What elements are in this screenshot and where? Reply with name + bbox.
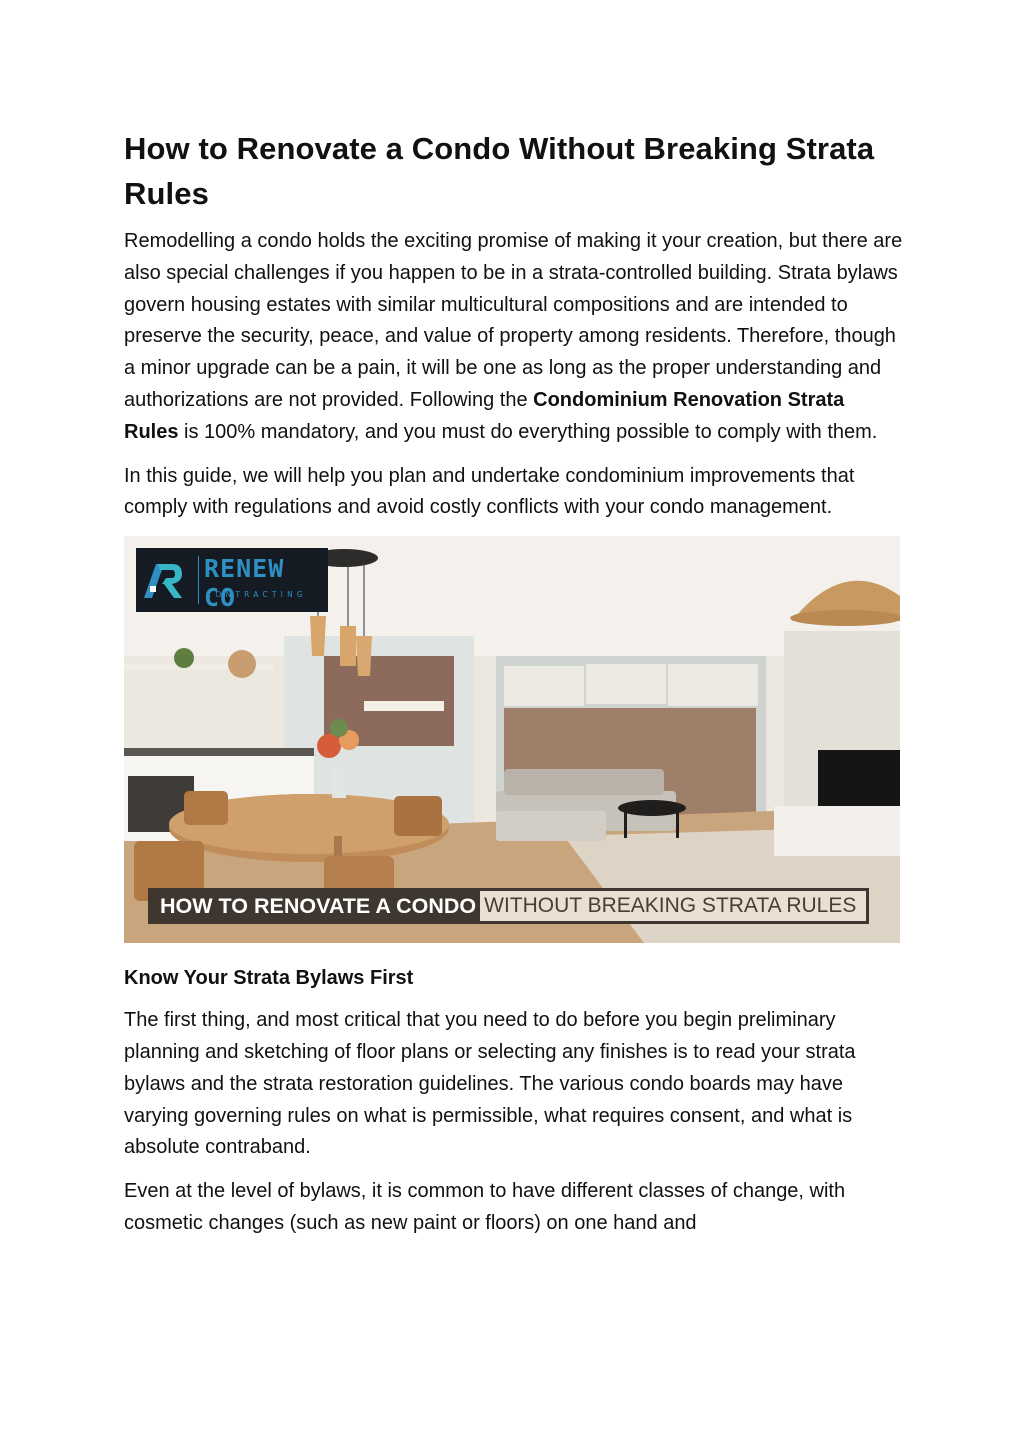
logo-divider — [198, 556, 199, 604]
section-paragraph-1: The first thing, and most critical that you need to do before you begin preliminary planning and sketching of floor plans or selecting any finishes is to read your strata bylaws and the strata restoration guidelines. The various condo boards may have varying governing rules on what is permissible, what requires consent, and what is absolute contraband. — [124, 1009, 856, 1159]
guide-paragraph: In this guide, we will help you plan and undertake condominium improvements that comply with regulations and avoid costly conflicts with your condo management. — [124, 464, 855, 519]
image-banner — [148, 888, 869, 924]
logo-subtitle: CONTRACTING — [206, 590, 307, 600]
hero-image — [124, 536, 900, 943]
banner-text-light: WITHOUT BREAKING STRATA RULES — [480, 888, 869, 924]
section-paragraph-2: Even at the level of bylaws, it is common to have different classes of change, with cosmetic changes (such as new paint or floors) on one hand and — [124, 1180, 846, 1234]
intro-paragraph — [124, 226, 904, 449]
document-page — [124, 126, 904, 1240]
intro-bold-term: Condominium Renovation Strata Rules — [124, 388, 845, 443]
banner-text-bold: HOW TO RENOVATE A CONDO — [148, 888, 480, 924]
logo-name: RENEW CO — [204, 554, 285, 613]
section-heading: Know Your Strata Bylaws First — [124, 967, 414, 990]
intro-text-after: is 100% mandatory, and you must do everything possible to comply with them. — [178, 420, 878, 443]
article-title: How to Renovate a Condo Without Breaking Strata Rules — [124, 131, 875, 211]
rc-logo-icon — [142, 558, 186, 602]
intro-text-before: Remodelling a condo holds the exciting promise of making it your creation, but there are also special challenges if you happen to be in a strata-controlled building. Strata bylaws govern housing estates with similar multicultural compositions and are intended to preserve the security, peace, and value of property among residents. Therefore, though a minor upgrade can be a pain, it will be one as long as the proper understanding and authorizations are not provided. Following the — [124, 230, 903, 411]
renew-co-logo — [136, 548, 328, 612]
